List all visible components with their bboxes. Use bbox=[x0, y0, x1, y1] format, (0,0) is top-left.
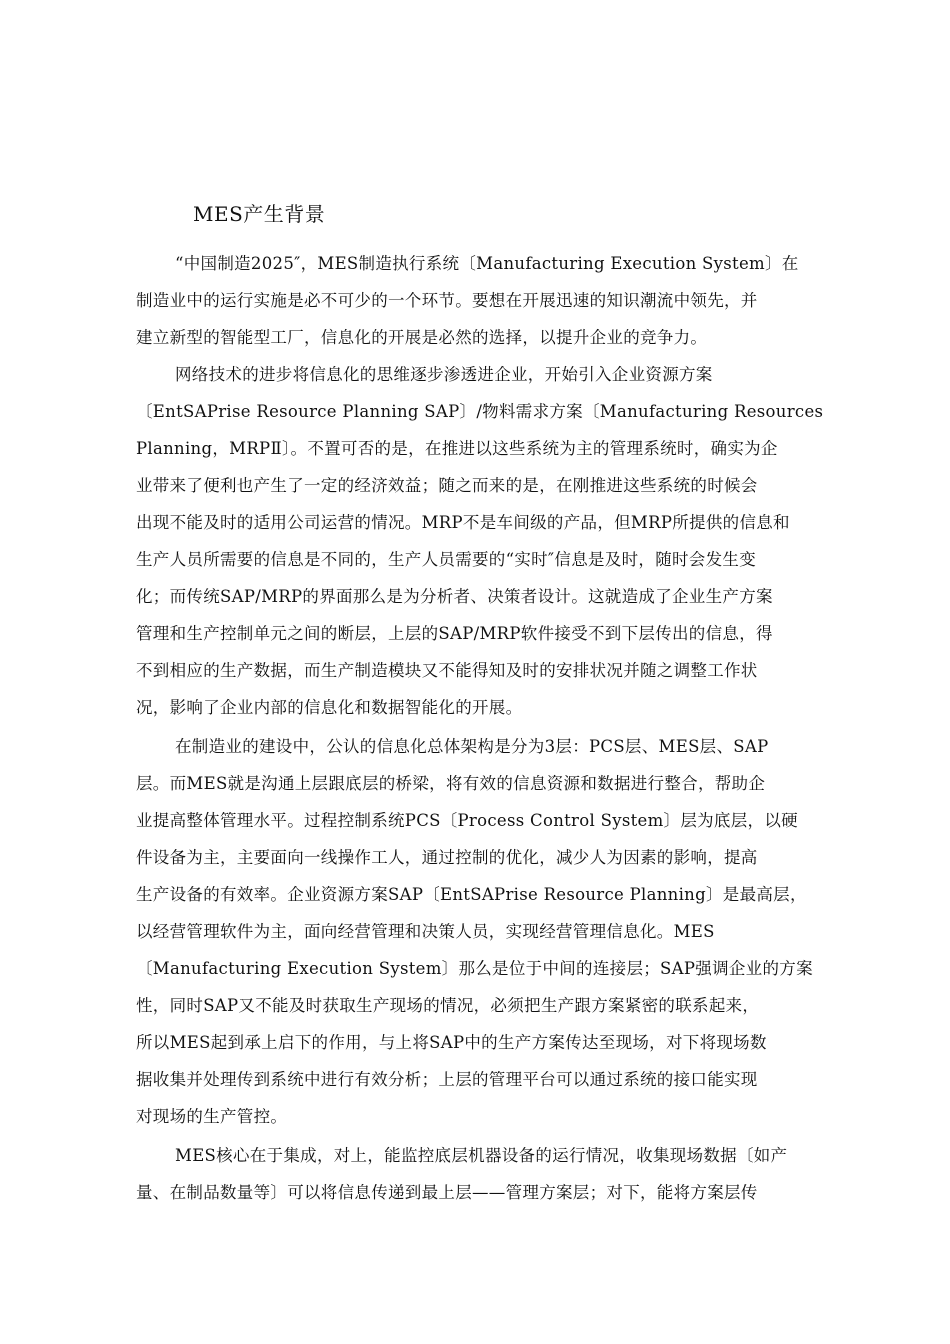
paragraph-2-line: 管理和生产控制单元之间的断层，上层的SAP/MRP软件接受不到下层传出的信息，得 bbox=[136, 624, 773, 643]
paragraph-3-line: 对现场的生产管控。 bbox=[136, 1107, 288, 1126]
paragraph-2-line: 网络技术的进步将信息化的思维逐步渗透进企业，开始引入企业资源方案 bbox=[175, 365, 713, 384]
paragraph-2-line: 不到相应的生产数据，而生产制造模块又不能得知及时的安排状况并随之调整工作状 bbox=[136, 661, 758, 680]
paragraph-3-line: 所以MES起到承上启下的作用，与上将SAP中的生产方案传达至现场，对下将现场数 bbox=[136, 1033, 767, 1052]
paragraph-4-line: 量、在制品数量等〕可以将信息传递到最上层——管理方案层；对下，能将方案层传 bbox=[136, 1183, 758, 1202]
paragraph-3-line: 据收集并处理传到系统中进行有效分析；上层的管理平台可以通过系统的接口能实现 bbox=[136, 1070, 758, 1089]
paragraph-1-line: “中国制造2025″，MES制造执行系统〔Manufacturing Execution System〕在 bbox=[175, 254, 799, 273]
paragraph-3-line: 以经营管理软件为主，面向经营管理和决策人员，实现经营管理信息化。MES bbox=[136, 922, 715, 941]
paragraph-3-line: 件设备为主，主要面向一线操作工人，通过控制的优化，减少人为因素的影响，提高 bbox=[136, 848, 758, 867]
paragraph-3-line: 〔Manufacturing Execution System〕那么是位于中间的连接层；SAP强调企业的方案 bbox=[136, 959, 813, 978]
paragraph-2-line: Planning，MRPⅡ〕。不置可否的是，在推进以这些系统为主的管理系统时，确实为企 bbox=[136, 439, 778, 458]
paragraph-3-line: 生产设备的有效率。企业资源方案SAP〔EntSAPrise Resource Planning〕是最高层， bbox=[136, 885, 807, 904]
paragraph-2-line: 生产人员所需要的信息是不同的，生产人员需要的“实时″信息是及时，随时会发生变 bbox=[136, 550, 756, 569]
paragraph-1-line: 制造业中的运行实施是必不可少的一个环节。要想在开展迅速的知识潮流中领先，并 bbox=[136, 291, 758, 310]
paragraph-2-line: 〔EntSAPrise Resource Planning SAP〕/物料需求方案〔Manufacturing Resources bbox=[136, 402, 824, 421]
paragraph-2-line: 出现不能及时的适用公司运营的情况。MRP不是车间级的产品，但MRP所提供的信息和 bbox=[136, 513, 790, 532]
paragraph-3-line: 层。而MES就是沟通上层跟底层的桥梁，将有效的信息资源和数据进行整合，帮助企 bbox=[136, 774, 766, 793]
paragraph-2-line: 业带来了便利也产生了一定的经济效益；随之而来的是，在刚推进这些系统的时候会 bbox=[136, 476, 758, 495]
paragraph-3-line: 在制造业的建设中，公认的信息化总体架构是分为3层：PCS层、MES层、SAP bbox=[175, 737, 769, 756]
paragraph-3-line: 业提高整体管理水平。过程控制系统PCS〔Process Control System〕层为底层，以硬 bbox=[136, 811, 798, 830]
paragraph-2-line: 化；而传统SAP/MRP的界面那么是为分析者、决策者设计。这就造成了企业生产方案 bbox=[136, 587, 773, 606]
paragraph-4-line: MES核心在于集成，对上，能监控底层机器设备的运行情况，收集现场数据〔如产 bbox=[175, 1146, 788, 1165]
document-title: MES产生背景 bbox=[193, 202, 326, 226]
paragraph-2-line: 况，影响了企业内部的信息化和数据智能化的开展。 bbox=[136, 698, 523, 717]
paragraph-1-line: 建立新型的智能型工厂，信息化的开展是必然的选择，以提升企业的竞争力。 bbox=[136, 328, 708, 347]
paragraph-3-line: 性，同时SAP又不能及时获取生产现场的情况，必须把生产跟方案紧密的联系起来， bbox=[136, 996, 760, 1015]
